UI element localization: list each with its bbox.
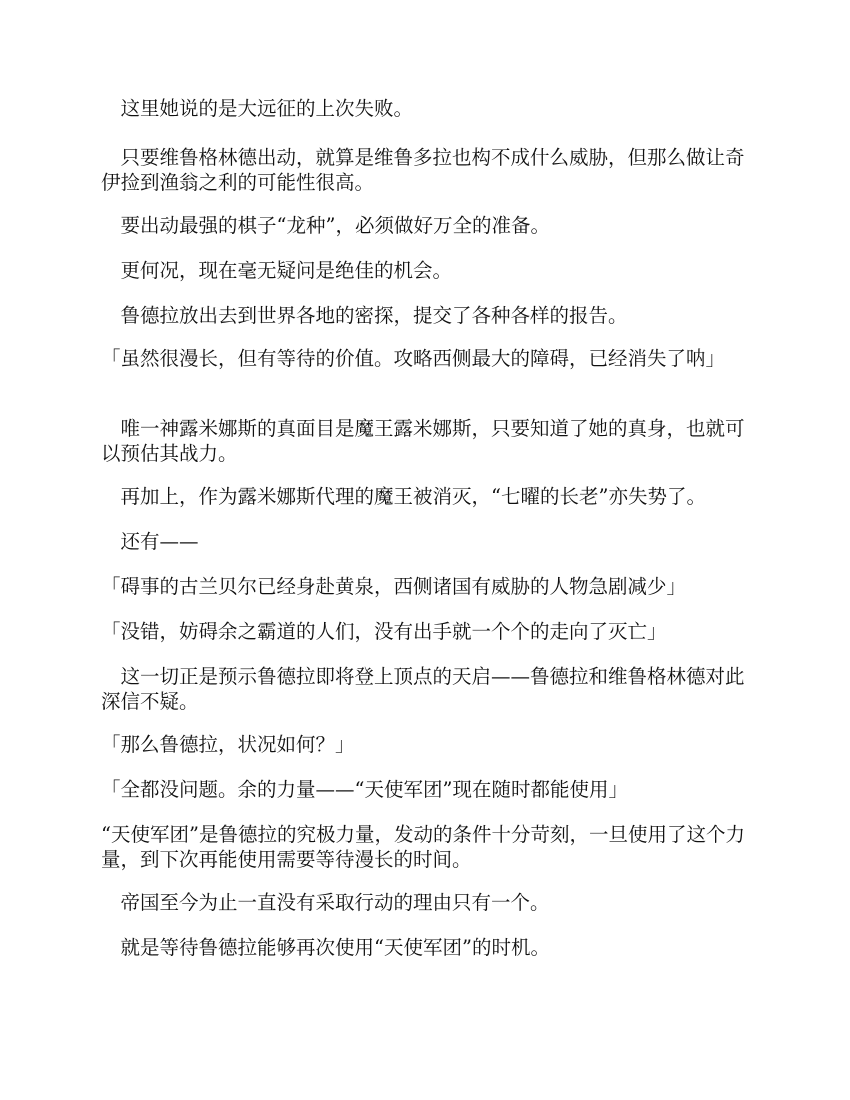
paragraph: “天使军团”是鲁德拉的究极力量，发动的条件十分苛刻，一旦使用了这个力量，到下次再能使用需要等待漫长的时间。 xyxy=(101,823,745,871)
dialogue-line: 「全都没问题。余的力量——“天使军团”现在随时都能使用」 xyxy=(101,778,628,801)
paragraph: 只要维鲁格林德出动，就算是维鲁多拉也构不成什么威胁，但那么做让奇伊捡到渔翁之利的可能性很高。 xyxy=(101,146,745,194)
paragraph: 这里她说的是大远征的上次失败。 xyxy=(101,97,414,120)
paragraph: 再加上，作为露米娜斯代理的魔王被消灭，“七曜的长老”亦失势了。 xyxy=(101,485,706,508)
dialogue-line: 「碍事的古兰贝尔已经身赴黄泉，西侧诸国有威胁的人物急剧减少」 xyxy=(101,575,687,598)
paragraph: 鲁德拉放出去到世界各地的密探，提交了各种各样的报告。 xyxy=(101,304,628,327)
paragraph: 要出动最强的棋子“龙种”，必须做好万全的准备。 xyxy=(101,214,550,237)
dialogue-line: 「虽然很漫长，但有等待的价值。攻略西侧最大的障碍，已经消失了呐」 xyxy=(101,347,726,370)
paragraph: 唯一神露米娜斯的真面目是魔王露米娜斯，只要知道了她的真身，也就可以预估其战力。 xyxy=(101,417,745,465)
dialogue-line: 「那么鲁德拉，状况如何？」 xyxy=(101,733,355,756)
paragraph: 就是等待鲁德拉能够再次使用“天使军团”的时机。 xyxy=(101,936,550,959)
paragraph: 更何况，现在毫无疑问是绝佳的机会。 xyxy=(101,259,453,282)
paragraph: 还有—— xyxy=(101,530,199,553)
paragraph: 帝国至今为止一直没有采取行动的理由只有一个。 xyxy=(101,891,550,914)
paragraph: 这一切正是预示鲁德拉即将登上顶点的天启——鲁德拉和维鲁格林德对此深信不疑。 xyxy=(101,665,745,713)
dialogue-line: 「没错，妨碍余之霸道的人们，没有出手就一个个的走向了灭亡」 xyxy=(101,620,667,643)
